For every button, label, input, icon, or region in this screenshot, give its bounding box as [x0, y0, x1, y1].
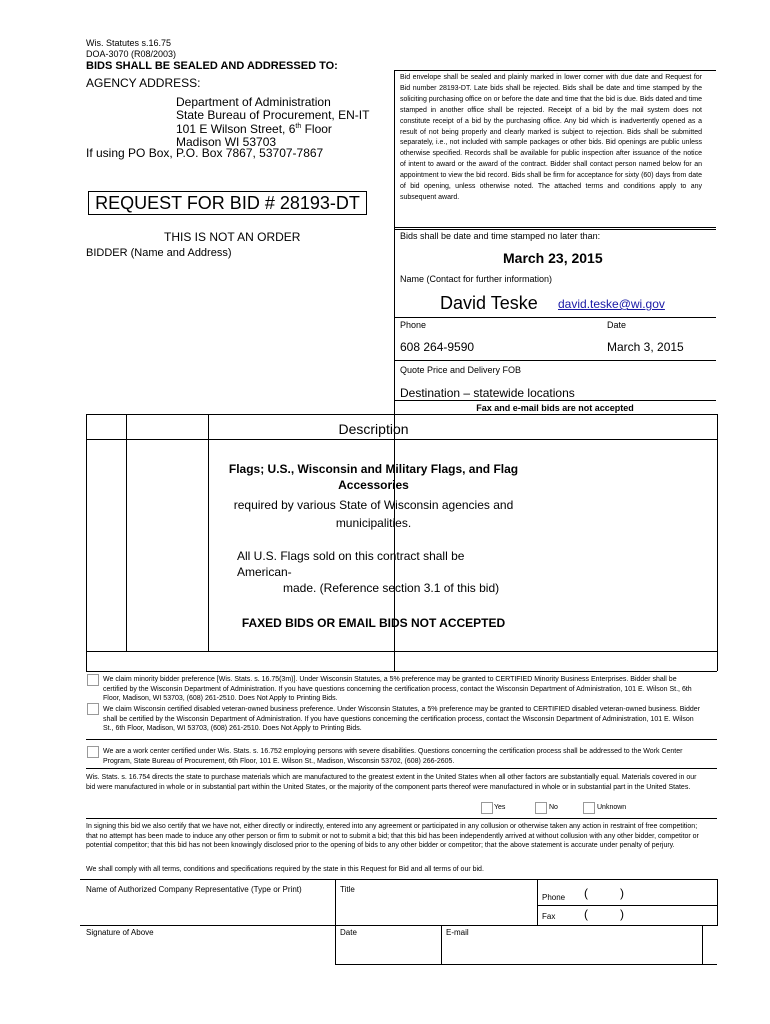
phone-paren-close: ) — [620, 886, 624, 900]
statute-ref: Wis. Statutes s.16.75 — [86, 38, 172, 48]
address-line: State Bureau of Procurement, EN-IT — [176, 107, 370, 122]
agency-address — [176, 96, 369, 148]
contact-name: David Teske — [440, 293, 538, 313]
veteran-preference-text: We claim Wisconsin certified disabled veteran-owned business preference. Under Wisconsin Statutes, a 5% preference may be granted to CERTIFIED disabled veteran-owned business. Bidder shall be certified by the Wisconsin Department of Administration. If you have questions concerning the certification process, contact the Wisconsin Department of Administration, 101 E. Wilson St., 6th Floor, Madison, WI 53703, (608) 261-2510. Does Not Apply to Printing Bids. — [103, 706, 700, 732]
faxed-bids-note: FAXED BIDS OR EMAIL BIDS NOT ACCEPTED — [241, 616, 506, 630]
rep-phone-field[interactable] — [600, 890, 616, 900]
rfb-title: REQUEST FOR BID # 28193-DT — [88, 191, 367, 215]
contact-phone: 608 264-9590 — [400, 340, 475, 354]
fax-paren-open: ( — [584, 907, 588, 921]
due-label: Bids shall be date and time stamped no later than: — [400, 231, 601, 241]
phone-paren-open: ( — [584, 886, 588, 900]
description-header: Description — [338, 421, 409, 437]
rep-fax-field[interactable] — [600, 911, 616, 921]
sig-phone-label: Phone — [542, 893, 566, 902]
us-materials-text: Wis. Stats. s. 16.754 directs the state to purchase materials which are manufactured to the greatest extent in the United States when all other factors are substantially equal. Materials covered in our bid were manufactured in whole or in substantial part within the United States, or the majority of the component parts thereof were manufactured in whole or in substantial part in the United States. — [86, 774, 697, 791]
fax-paren-close: ) — [620, 907, 624, 921]
contact-label: Name (Contact for further information) — [400, 274, 553, 284]
veteran-preference-checkbox[interactable] — [87, 703, 99, 715]
us-made-no-checkbox[interactable] — [535, 802, 547, 814]
date-label: Date — [607, 320, 627, 330]
item-requirement: required by various State of Wisconsin agencies and municipalities. — [233, 498, 514, 530]
item-title: Flags; U.S., Wisconsin and Military Flags, and Flag Accessories — [228, 462, 519, 492]
email-label: E-mail — [446, 928, 469, 937]
work-center-text: We are a work center certified under Wis. Stats. s. 16.752 employing persons with severe disabilities. Questions concerning the certification process shall be addressed to the Work Center Program, State Bureau of Procurement, 6th Floor, 101 E. Wilson St., Madison, Wisconsin 53702, (608) 266-2605. — [103, 748, 683, 765]
minority-preference-checkbox[interactable] — [87, 674, 99, 686]
minority-preference-text: We claim minority bidder preference [Wis. Stats. s. 16.75(3m)]. Under Wisconsin Statutes, a 5% preference may be granted to CERTIFIED Minority Business Enterprises. Bidder shall be certified by the Wisconsin Department of Administration. If you have questions concerning the certification process, contact the Wisconsin Department of Administration, 101 E. Wilson St., 6th Floor, Madison, WI 53703, (608) 261-2510. Does Not Apply to Printing Bids. — [103, 676, 692, 702]
po-box: P.O. Box 7867, 53707-7867 — [176, 146, 324, 160]
po-box-label: If using PO Box, — [86, 146, 173, 160]
us-made-yes-label: Yes — [494, 804, 506, 811]
phone-label: Phone — [400, 320, 427, 330]
us-made-unknown-label: Unknown — [597, 804, 627, 811]
bidder-label: BIDDER (Name and Address) — [86, 247, 232, 259]
address-line: Department of Administration — [176, 95, 331, 109]
due-date: March 23, 2015 — [503, 250, 603, 266]
bid-instructions: Bid envelope shall be sealed and plainly marked in lower corner with due date and Request for Bid number 28193-DT. Late bids shall be rejected. Bids shall be date and time stamped by the soliciting purchasing office on or before the date and time that the bid is due. Bids dated and time stamped in another office shall be rejected. Receipt of a bid by the mail system does not constitute receipt of a bid by the purchasing office. Any bid which is inadvertently opened as a result of not being properly and clearly marked is subject to rejection. Bids shall be submitted separately, i.e., not included with sample packages or other bids. Bid openings are public unless otherwise specified. Records shall be available for public inspection after issuance of the notice of intent to award or the award of the contract. Bidder shall contact person named below for an appointment to view the bid record. Bids shall be firm for acceptance for sixty (60) days from date of bid opening, unless otherwise noted. The attached terms and conditions apply to any subsequent award. — [400, 74, 702, 201]
not-an-order: THIS IS NOT AN ORDER — [164, 230, 301, 244]
us-made-yes-checkbox[interactable] — [481, 802, 493, 814]
form-id: DOA-3070 (R08/2003) — [86, 49, 177, 59]
work-center-checkbox[interactable] — [87, 746, 99, 758]
fax-note: Fax and e-mail bids are not accepted — [476, 403, 634, 413]
sig-fax-label: Fax — [542, 912, 556, 921]
address-line: Madison WI 53703 — [176, 134, 277, 149]
us-made-unknown-checkbox[interactable] — [583, 802, 595, 814]
fob-label: Quote Price and Delivery FOB — [400, 365, 522, 375]
bids-heading: BIDS SHALL BE SEALED AND ADDRESSED TO: — [86, 60, 338, 72]
us-made-no-label: No — [549, 804, 558, 811]
signature-label: Signature of Above — [86, 928, 154, 937]
title-label: Title — [340, 885, 355, 894]
floor-superscript: th — [295, 123, 302, 130]
us-made-note: All U.S. Flags sold on this contract shall be American- made. (Reference section 3.1 of this bid) — [237, 549, 500, 595]
agency-address-label: AGENCY ADDRESS: — [86, 76, 201, 90]
signature-date-label: Date — [340, 928, 357, 937]
comply-statement: We shall comply with all terms, conditions and specifications required by the state in this Request for Bid and all terms of our bid. — [86, 866, 484, 873]
fob-value: Destination – statewide locations — [400, 386, 575, 400]
contact-email-link[interactable]: david.teske@wi.gov — [558, 297, 665, 311]
collusion-certification: In signing this bid we also certify that we have not, either directly or indirectly, entered into any agreement or participated in any collusion or otherwise taken any action in restraint of free competition; that no attempt has been made to induce any other person or firm to submit or not to submit a bid; that this bid has been independently arrived at without collusion with any other bidder, competitor or potential competitor; that this bid has not been knowingly disclosed prior to the opening of bids to any other bidder or competitor; that the above statement is accurate under penalty of perjury. — [86, 823, 699, 849]
contact-date: March 3, 2015 — [607, 340, 684, 354]
address-line: 101 E Wilson Street, 6th Floor — [176, 122, 332, 136]
rep-name-label: Name of Authorized Company Representative (Type or Print) — [86, 885, 302, 894]
